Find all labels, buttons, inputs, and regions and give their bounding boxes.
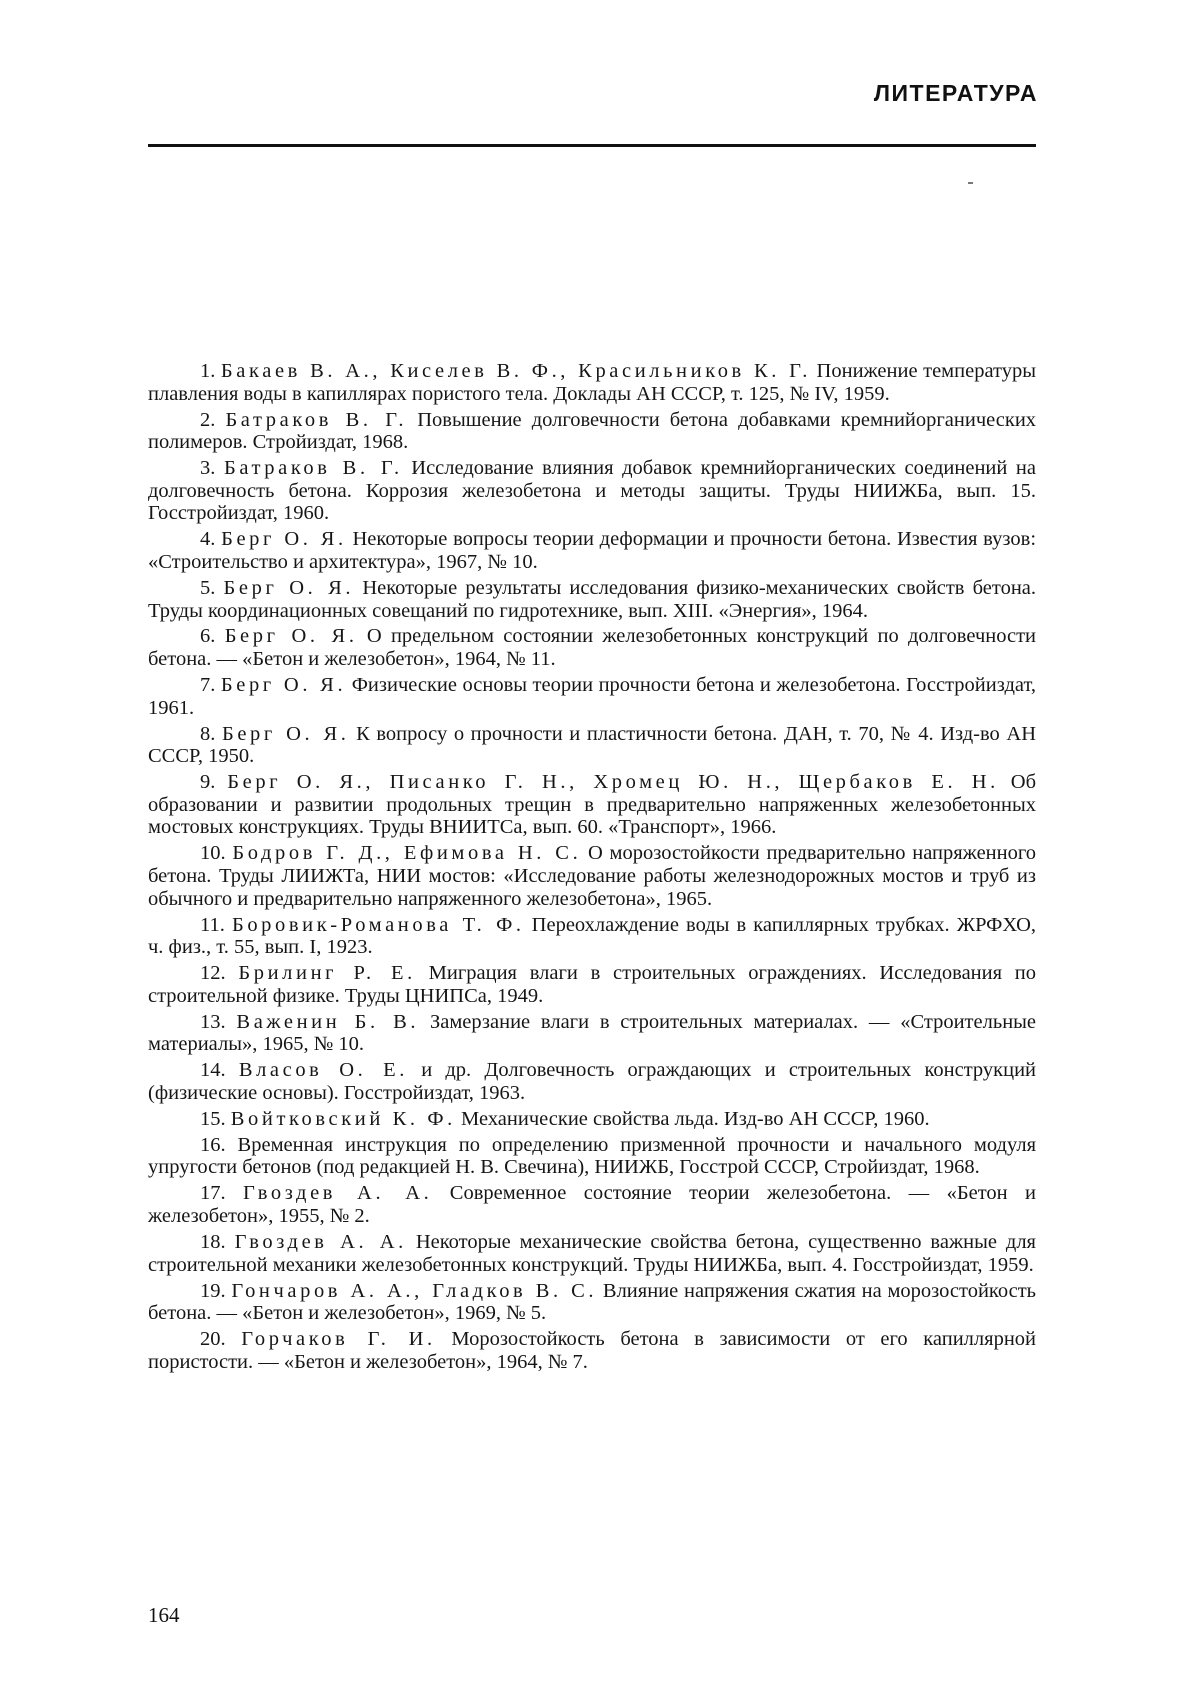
reference-text: Физические основы теории прочности бетона и железобетона. Госстройиздат, 1961. xyxy=(148,674,1036,719)
reference-text: Переохлаждение воды в капиллярных трубках. ЖРФХО, ч. физ., т. 55, вып. I, 1923. xyxy=(148,913,1037,959)
reference-number: 17. xyxy=(200,1182,226,1205)
reference-entry xyxy=(148,1059,1036,1104)
reference-text: Замерзание влаги в строительных материалах. — «Строительные материалы», 1965, № 10. xyxy=(148,1010,1037,1056)
reference-authors: Горчаков Г. И. xyxy=(241,1328,436,1351)
reference-authors: Батраков В. Г. xyxy=(223,457,403,480)
running-head: ЛИТЕРАТУРА xyxy=(873,80,1038,106)
reference-authors: Берг О. Я. xyxy=(223,576,355,599)
reference-number: 5. xyxy=(200,576,216,599)
reference-authors: Берг О. Я., Писанко Г. Н., Хромец Ю. Н., Щербаков Е. Н. xyxy=(227,771,999,794)
reference-authors: Гвоздев А. А. xyxy=(234,1231,407,1254)
reference-number: 12. xyxy=(200,962,226,985)
reference-entry xyxy=(148,1134,1036,1179)
reference-number: 2. xyxy=(200,408,216,431)
reference-number: 19. xyxy=(200,1279,226,1302)
reference-authors: Гончаров А. А., Гладков В. С. xyxy=(231,1279,598,1302)
reference-number: 18. xyxy=(200,1231,226,1254)
reference-authors: Бодров Г. Д., Ефимова Н. С. xyxy=(232,842,582,865)
reference-text: Некоторые вопросы теории деформации и прочности бетона. Известия вузов: «Строительство и архитектура», 1967, № 10. xyxy=(148,528,1037,573)
reference-authors: Берг О. Я. xyxy=(224,625,358,648)
reference-entry xyxy=(148,962,1036,1007)
reference-entry xyxy=(148,1280,1036,1325)
reference-text: Некоторые результаты исследования физико-механических свойств бетона. Труды координационных совещаний по гидротехнике, вып. XIII. «Энергия», 1964. xyxy=(148,576,1037,622)
reference-number: 15. xyxy=(200,1107,226,1130)
reference-number: 10. xyxy=(200,842,226,865)
reference-entry xyxy=(148,914,1036,959)
reference-number: 3. xyxy=(200,457,216,480)
reference-entry xyxy=(148,1231,1036,1276)
reference-text: Миграция влаги в строительных ограждениях. Исследования по строительной физике. Труды ЦНИПСа, 1949. xyxy=(148,962,1037,1007)
reference-text: Временная инструкция по определению призменной прочности и начального модуля упругости бетонов (под редакцией Н. В. Свечина), НИИЖБ, Госстрой СССР, Стройиздат, 1968. xyxy=(148,1133,1036,1179)
reference-number: 7. xyxy=(200,674,216,697)
reference-entry xyxy=(148,625,1036,670)
reference-authors: Бакаев В. А., Киселев В. Ф., Красильников К. Г. xyxy=(220,360,811,382)
reference-authors: Берг О. Я. xyxy=(220,674,347,697)
reference-entry xyxy=(148,360,1036,405)
reference-text: Морозостойкость бетона в зависимости от его капиллярной пористости. — «Бетон и железобетон», 1964, № 7. xyxy=(148,1328,1037,1373)
reference-authors: Войтковский К. Ф. xyxy=(230,1107,456,1130)
reference-text: Влияние напряжения сжатия на морозостойкость бетона. — «Бетон и железобетон», 1969, № 5. xyxy=(148,1279,1037,1325)
reference-authors: Берг О. Я. xyxy=(221,722,350,745)
reference-authors: Боровик-Романова Т. Ф. xyxy=(231,913,525,936)
reference-text: Повышение долговечности бетона добавками кремнийорганических полимеров. Стройиздат, 1968. xyxy=(148,408,1037,454)
reference-entry xyxy=(148,1328,1036,1373)
reference-number: 9. xyxy=(200,771,216,794)
reference-entry xyxy=(148,577,1036,622)
reference-text: Некоторые механические свойства бетона, существенно важные для строительной механики железобетонных конструкций. Труды НИИЖБа, вып. 4. Госстройиздат, 1959. xyxy=(148,1231,1036,1276)
reference-number: 13. xyxy=(200,1010,226,1033)
reference-entry xyxy=(148,1182,1036,1227)
header-rule xyxy=(148,144,1036,147)
reference-authors: Важенин Б. В. xyxy=(236,1010,420,1033)
reference-text: О морозостойкости предварительно напряженного бетона. Труды ЛИИЖТа, НИИ мостов: «Исследование работы железнодорожных мостов и труб из обычного и предварительно напряженного железобетона», 1965. xyxy=(148,842,1037,910)
reference-number: 20. xyxy=(200,1328,226,1351)
reference-authors: Брилинг Р. Е. xyxy=(238,962,416,985)
reference-text: Механические свойства льда. Изд-во АН СССР, 1960. xyxy=(461,1107,930,1130)
reference-entry xyxy=(148,674,1036,719)
reference-number: 1. xyxy=(200,360,216,382)
reference-entry xyxy=(148,723,1036,768)
reference-number: 16. xyxy=(200,1133,226,1156)
reference-entry xyxy=(148,771,1036,839)
reference-text: Об образовании и развитии продольных трещин в предварительно напряженных железобетонных мостовых конструкциях. Труды ВНИИТСа, вып. 60. «Транспорт», 1966. xyxy=(148,771,1037,839)
reference-entry xyxy=(148,842,1036,910)
reference-authors: Берг О. Я. xyxy=(221,528,347,551)
reference-entry xyxy=(148,528,1036,573)
reference-entry xyxy=(148,1108,1036,1131)
reference-number: 4. xyxy=(200,528,216,551)
reference-number: 6. xyxy=(200,625,216,648)
reference-number: 11. xyxy=(200,913,225,936)
reference-number: 8. xyxy=(200,722,216,745)
reference-authors: Гвоздев А. А. xyxy=(243,1182,433,1205)
print-speck xyxy=(968,182,973,184)
reference-entry xyxy=(148,457,1036,525)
reference-entry xyxy=(148,1011,1036,1056)
page-number: 164 xyxy=(148,1603,180,1627)
reference-text: и др. Долговечность ограждающих и строительных конструкций (физические основы). Госстройиздат, 1963. xyxy=(148,1059,1037,1104)
reference-entry xyxy=(148,409,1036,454)
reference-text: Современное состояние теории железобетона. — «Бетон и железобетон», 1955, № 2. xyxy=(148,1182,1036,1228)
reference-text: Исследование влияния добавок кремнийорганических соединений на долговечность бетона. Коррозия железобетона и методы защиты. Труды НИИЖБа, вып. 15. Госстройиздат, 1960. xyxy=(148,457,1037,525)
reference-text: Понижение температуры плавления воды в капиллярах пористого тела. Доклады АН СССР, т. 125, № IV, 1959. xyxy=(148,360,1036,405)
reference-text: К вопросу о прочности и пластичности бетона. ДАН, т. 70, № 4. Изд-во АН СССР, 1950. xyxy=(148,722,1036,768)
reference-authors: Власов О. Е. xyxy=(238,1059,409,1082)
reference-list xyxy=(148,360,1036,1377)
reference-text: О предельном состоянии железобетонных конструкций по долговечности бетона. — «Бетон и железобетон», 1964, № 11. xyxy=(148,625,1037,671)
reference-authors: Батраков В. Г. xyxy=(225,408,408,431)
reference-number: 14. xyxy=(200,1059,226,1082)
